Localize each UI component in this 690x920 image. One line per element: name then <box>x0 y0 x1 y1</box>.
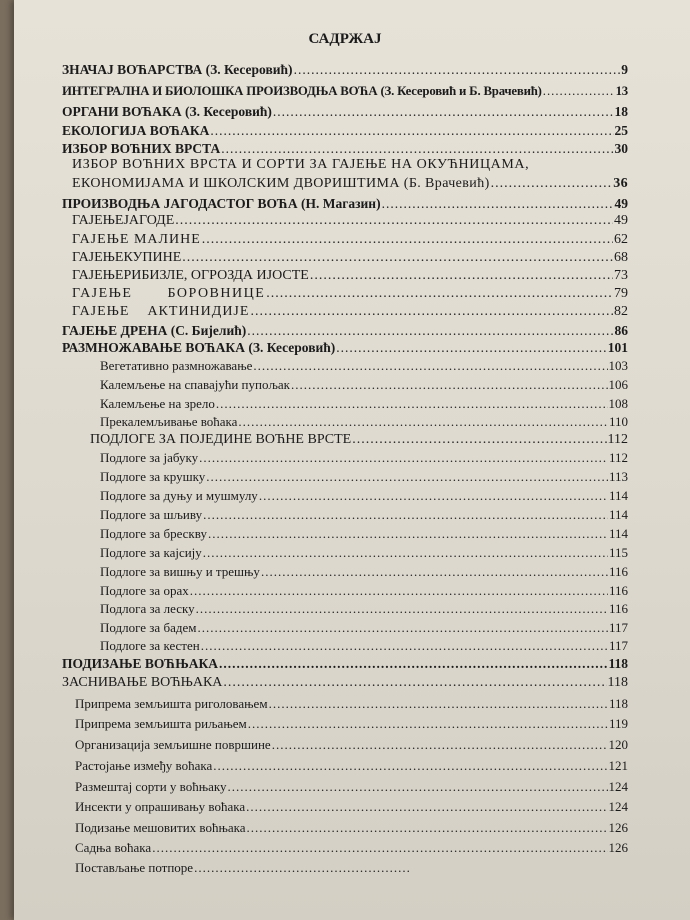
leader-dots <box>261 564 608 580</box>
toc-entry-page: 118 <box>607 675 628 690</box>
leader-dots <box>210 123 613 139</box>
leader-dots <box>491 176 613 192</box>
leader-dots <box>253 358 607 374</box>
toc-entry-title: ГАЈЕЊЕРИБИЗЛЕ, ОГРОЗДА ИЈОСТЕ <box>72 268 309 283</box>
leader-dots <box>152 840 607 856</box>
toc-entry <box>100 526 628 542</box>
toc-entry <box>100 358 628 374</box>
toc-entry <box>100 414 628 430</box>
toc-entry-title: Припрема земљишта риголовањем <box>75 696 268 711</box>
toc-entry <box>100 469 628 485</box>
toc-entry-page: 36 <box>613 176 628 191</box>
toc-entry-title: ЗНАЧАЈ ВОЋАРСТВА (З. Кесеровић) <box>62 62 293 77</box>
toc-entry-page: 114 <box>608 488 628 503</box>
toc-entry-title: ИНТЕГРАЛНА И БИОЛОШКА ПРОИЗВОДЊА ВОЋА (З. Кесеровић и Б. Врачевић) <box>62 84 542 98</box>
toc-entry-title: ПОДЛОГЕ ЗА ПОЈЕДИНЕ ВОЋНЕ ВРСТЕ <box>90 432 352 447</box>
leader-dots <box>310 268 613 284</box>
leader-dots <box>190 583 608 599</box>
toc-entry <box>62 104 628 120</box>
toc-entry <box>72 176 628 192</box>
leader-dots <box>294 62 621 78</box>
toc-entry-title: ОРГАНИ ВОЋАКА (З. Кесеровић) <box>62 104 272 119</box>
leader-dots <box>352 432 606 448</box>
leader-dots <box>291 377 608 393</box>
toc-entry-title: ГАЈЕЊЕ АКТИНИДИЈЕ <box>72 304 250 319</box>
toc-entry-page: 62 <box>614 232 628 247</box>
toc-entry <box>75 820 628 836</box>
toc-entry-title: Вегетативно размножавање <box>100 358 253 373</box>
toc-entry-page: 119 <box>608 716 628 731</box>
toc-entry <box>75 716 628 732</box>
toc-entry <box>100 450 628 466</box>
toc-entry <box>100 396 628 412</box>
toc-entry-page: 68 <box>614 250 628 265</box>
toc-entry-page: 108 <box>608 396 628 411</box>
toc-entry-title-line1: ИЗБОР ВОЋНИХ ВРСТА И СОРТИ ЗА ГАЈЕЊЕ НА ОКУЋНИЦАМА, <box>72 157 530 172</box>
toc-entry-title: Подлоге за крушку <box>100 469 206 484</box>
toc-entry-page: 73 <box>614 268 628 283</box>
toc-entry-page: 121 <box>608 758 628 773</box>
toc-entry-title: ПРОИЗВОДЊА ЈАГОДАСТОГ ВОЋА (Н. Магазин) <box>62 196 381 211</box>
toc-entry-page: 13 <box>615 84 628 98</box>
leader-dots <box>208 526 608 542</box>
leader-dots <box>250 304 613 320</box>
toc-entry-title: Подлоге за кестен <box>100 638 200 653</box>
toc-entry <box>62 656 628 672</box>
toc-entry-page: 110 <box>608 414 628 429</box>
toc-entry-title: ЕКОНОМИЈАМА И ШКОЛСКИМ ДВОРИШТИМА (Б. Врачевић) <box>72 176 490 191</box>
toc-entry <box>62 196 628 212</box>
leader-dots <box>246 799 607 815</box>
toc-entry-title: Подлоге за вишњу и трешњу <box>100 564 260 579</box>
toc-entry-title: Размештај сорти у воћњаку <box>75 779 227 794</box>
toc-entry <box>100 620 628 636</box>
leader-dots <box>238 414 608 430</box>
leader-dots <box>203 545 608 561</box>
toc-entry <box>75 860 410 876</box>
toc-entry <box>62 141 628 157</box>
toc-entry <box>72 268 628 284</box>
toc-entry-title: Калемљење на спавајући пупољак <box>100 377 290 392</box>
toc-entry <box>75 758 628 774</box>
leader-dots <box>247 820 608 836</box>
toc-entry <box>100 638 628 654</box>
toc-entry-title: Подлоге за брескву <box>100 526 207 541</box>
toc-entry-page: 112 <box>608 450 628 465</box>
leader-dots <box>202 232 613 248</box>
leader-dots <box>213 758 607 774</box>
toc-entry-title: Подизање мешовитих воћњака <box>75 820 246 835</box>
toc-entry-title: Инсекти у опрашивању воћака <box>75 799 246 814</box>
toc-entry-title: Подлоге за бадем <box>100 620 197 635</box>
toc-entry-title: ЕКОЛОГИЈА ВОЋАКА <box>62 123 210 138</box>
toc-entry <box>100 583 628 599</box>
toc-entry-page: 117 <box>608 620 628 635</box>
toc-entry-title: ГАЈЕЊЕЈАГОДЕ <box>72 213 175 228</box>
leader-dots <box>221 141 613 157</box>
toc-entry <box>72 286 628 302</box>
toc-entry-page: 117 <box>608 638 628 653</box>
toc-entry-title: Подлоге за дуњу и мушмулу <box>100 488 258 503</box>
toc-entry <box>72 213 628 229</box>
toc-entry-page: 115 <box>608 545 628 560</box>
toc-entry-page: 103 <box>608 358 628 373</box>
toc-entry-title: ПОДИЗАЊЕ ВОЋЊАКА <box>62 656 219 671</box>
toc-entry <box>100 601 628 617</box>
leader-dots <box>272 737 608 753</box>
toc-entry-title: Подлоге за орах <box>100 583 189 598</box>
toc-entry-title: ГАЈЕЊЕ МАЛИНЕ <box>72 232 201 247</box>
toc-entry-page: 49 <box>614 196 628 211</box>
toc-entry-title: ГАЈЕЊЕ БОРОВНИЦЕ <box>72 286 266 301</box>
page-title: САДРЖАЈ <box>308 31 382 47</box>
toc-entry <box>75 737 628 753</box>
toc-entry-page: 126 <box>608 840 628 855</box>
toc-entry-page: 82 <box>614 304 628 319</box>
toc-entry <box>62 340 628 356</box>
leader-dots <box>543 84 615 99</box>
leader-dots <box>199 450 608 466</box>
toc-entry <box>72 304 628 320</box>
toc-entry <box>90 432 628 448</box>
toc-entry-title: Подлоге за јабуку <box>100 450 199 465</box>
toc-entry <box>75 799 628 815</box>
toc-entry-page: 124 <box>608 779 628 794</box>
leader-dots <box>336 340 606 356</box>
toc-entry-page: 116 <box>608 601 628 616</box>
toc-entry <box>75 840 628 856</box>
leader-dots <box>266 286 613 302</box>
toc-entry-page: 114 <box>608 507 628 522</box>
leader-dots <box>182 250 613 266</box>
toc-entry-page: 118 <box>608 696 628 711</box>
toc-entry-title: Организација земљишне површине <box>75 737 271 752</box>
toc-entry-page: 18 <box>614 104 628 119</box>
toc-entry-page: 124 <box>608 799 628 814</box>
toc-entry-page: 30 <box>614 141 628 156</box>
leader-dots <box>382 196 614 212</box>
toc-entry <box>62 84 628 99</box>
toc-entry <box>62 675 628 691</box>
toc-entry <box>100 545 628 561</box>
toc-entry <box>100 564 628 580</box>
toc-entry <box>100 377 628 393</box>
toc-entry-title: Калемљење на зрело <box>100 396 215 411</box>
toc-entry <box>62 123 628 139</box>
leader-dots <box>175 213 613 229</box>
toc-entry-page: 112 <box>607 432 628 447</box>
toc-entry <box>72 250 628 266</box>
leader-dots <box>269 696 608 712</box>
toc-entry-title: Постављање потпоре <box>75 860 194 875</box>
leader-dots <box>228 779 608 795</box>
leader-dots <box>248 716 608 732</box>
toc-entry <box>72 232 628 248</box>
toc-entry-title: РАЗМНОЖАВАЊЕ ВОЋАКА (З. Кесеровић) <box>62 340 336 355</box>
leader-dots <box>196 601 608 617</box>
toc-entry-page: 126 <box>608 820 628 835</box>
toc-entry-page: 25 <box>614 123 628 138</box>
toc-entry-page: 101 <box>607 340 628 355</box>
toc-entry-title: ЗАСНИВАЊЕ ВОЋЊАКА <box>62 675 223 690</box>
toc-entry-page: 49 <box>614 213 628 228</box>
toc-entry-page: 118 <box>608 656 628 671</box>
leader-dots <box>197 620 608 636</box>
toc-entry <box>75 779 628 795</box>
toc-entry-page: 79 <box>614 286 628 301</box>
toc-entry <box>62 323 628 339</box>
leader-dots <box>206 469 608 485</box>
leader-dots <box>219 656 607 672</box>
toc-entry-title: Прекалемљивање воћака <box>100 414 238 429</box>
toc-entry-page: 116 <box>608 583 628 598</box>
toc-entry-page: 116 <box>608 564 628 579</box>
toc-entry <box>100 488 628 504</box>
leader-dots <box>259 488 608 504</box>
toc-entry-title: Подлоге за кајсију <box>100 545 202 560</box>
toc-entry-page: 86 <box>614 323 628 338</box>
leader-dots <box>194 860 409 876</box>
toc-entry-page: 120 <box>608 737 628 752</box>
leader-dots <box>273 104 614 120</box>
leader-dots <box>201 638 608 654</box>
toc-entry-title: Подлоге за шљиву <box>100 507 203 522</box>
toc-entry-title: Растојање између воћака <box>75 758 213 773</box>
leader-dots <box>247 323 613 339</box>
toc-entry-page: 9 <box>621 62 628 77</box>
toc-entry-title: Садња воћака <box>75 840 152 855</box>
toc-entry <box>75 696 628 712</box>
toc-entry-title: Припрема земљишта риљањем <box>75 716 247 731</box>
toc-entry-page: 106 <box>608 377 628 392</box>
leader-dots <box>216 396 608 412</box>
toc-entry <box>62 62 628 78</box>
toc-entry-title: ИЗБОР ВОЋНИХ ВРСТА <box>62 141 221 156</box>
toc-entry-title: ГАЈЕЊЕКУПИНЕ <box>72 250 182 265</box>
leader-dots <box>203 507 608 523</box>
toc-entry-title: Подлога за леску <box>100 601 195 616</box>
toc-entry <box>100 507 628 523</box>
toc-entry-page: 113 <box>608 469 628 484</box>
toc-entry-title: ГАЈЕЊЕ ДРЕНА (С. Бијелић) <box>62 323 247 338</box>
toc-entry-page: 114 <box>608 526 628 541</box>
leader-dots <box>223 675 606 691</box>
